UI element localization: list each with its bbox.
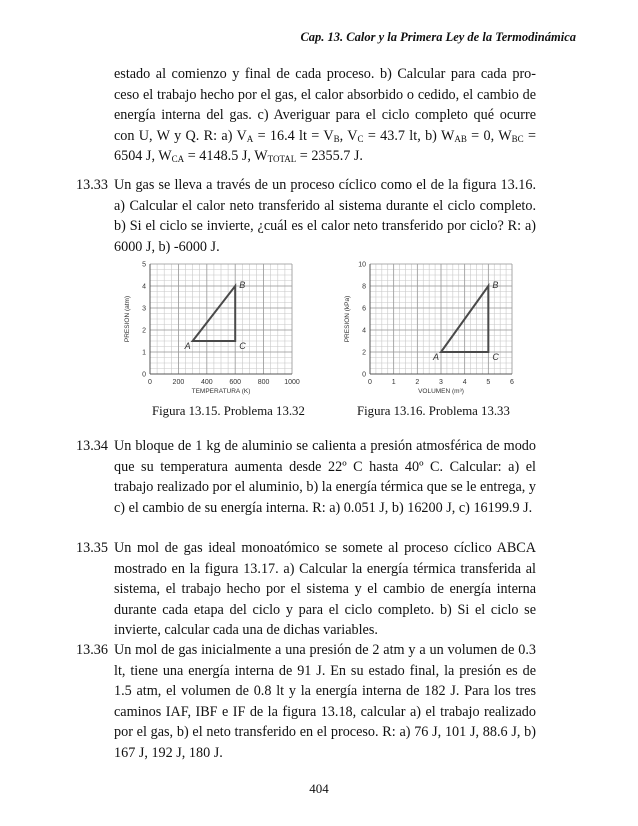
running-header: Cap. 13. Calor y la Primera Ley de la Termodinámica xyxy=(300,30,576,44)
continuation-line-4: ocurre con U, W y Q. R: a) $V_A = 16.4$ lt = $V_B$, $V_C = 43.7$ lt, b) $W_{AB}$ = xyxy=(114,107,536,144)
y-tick-label: 0 xyxy=(362,371,366,379)
x-tick-label: 5 xyxy=(486,379,491,386)
y-tick-label: 4 xyxy=(362,327,366,335)
problem-number: 13.34 xyxy=(76,438,108,454)
continuation-line-1: estado al comienzo y final de cada proceso. b) Calcular para cada pro- xyxy=(114,66,536,82)
x-tick-label: 800 xyxy=(257,379,270,386)
continuation-line-5: 0, $W_{BC} = 6504$ J, $W_{CA} = 4148.5$ J, $W_{TOTAL} = 2355.7$ J. xyxy=(114,127,536,164)
y-tick-label: 2 xyxy=(142,327,146,335)
x-tick-label: 1000 xyxy=(284,379,300,386)
y-tick-label: 4 xyxy=(142,283,146,291)
y-tick-label: 0 xyxy=(142,371,146,379)
continuation-paragraph xyxy=(114,64,536,167)
x-axis-label: TEMPERATURA (K) xyxy=(191,388,251,395)
x-tick-label: 0 xyxy=(148,379,152,386)
point-label: C xyxy=(239,341,246,351)
plot-svg xyxy=(334,256,534,396)
point-label: A xyxy=(433,352,440,362)
problem-number: 13.35 xyxy=(76,540,108,556)
x-tick-label: 6 xyxy=(510,379,514,386)
x-tick-label: 200 xyxy=(172,379,185,386)
figure-caption: Figura 13.16. Problema 13.33 xyxy=(357,404,510,418)
point-label: C xyxy=(492,352,499,362)
y-tick-label: 3 xyxy=(142,305,146,313)
problem-text: Un bloque de 1 kg de aluminio se calienta a presión atmosférica de modo que su temperatura aumenta desde 22º C hasta 40º C. Calcular: a) el trabajo realizado por el aluminio, b) la energía térmica que se le entrega, y c) el cambio de su energía interna. R: a) 0.051 J, b) 16200 J, c) 16199.9 J. xyxy=(114,438,536,516)
x-tick-label: 3 xyxy=(439,379,443,386)
y-tick-label: 2 xyxy=(362,349,366,357)
problem-number: 13.36 xyxy=(76,642,108,658)
point-label: B xyxy=(492,280,499,290)
y-tick-label: 5 xyxy=(142,261,146,269)
y-tick-label: 6 xyxy=(362,305,366,313)
continuation-line-3: de energía interna del gas. c) Averiguar para el ciclo completo qué xyxy=(114,86,537,123)
y-tick-label: 8 xyxy=(362,283,366,291)
x-tick-label: 2 xyxy=(415,379,420,386)
y-axis-label: PRESION (atm) xyxy=(124,295,131,343)
x-axis-label: VOLUMEN (m³) xyxy=(418,388,464,395)
figure-13-16 xyxy=(334,256,534,396)
figure-caption: Figura 13.15. Problema 13.32 xyxy=(152,404,305,418)
problem-text: Un mol de gas ideal monoatómico se somete al proceso cíclico ABCA mostrado en la figura 13.17. a) Calcular la energía térmica transferida al sistema, el trabajo hecho por el sistema y el cambio de energía interna durante cada etapa del ciclo y para el ciclo completo. b) Si el ciclo se invierte, calcular cada una de dichas variables. xyxy=(114,540,536,638)
y-tick-label: 10 xyxy=(358,261,366,269)
plot-svg xyxy=(114,256,314,396)
y-axis-label: PRESION (kPa) xyxy=(344,295,351,343)
problem-number: 13.33 xyxy=(76,177,108,193)
problem-text: Un gas se lleva a través de un proceso cíclico como el de la figura 13.16. a) Calcular el calor neto transferido al sistema durante el ciclo completo. b) Si el ciclo se invierte, ¿cuál es el calor neto transferido por ciclo? R: a) 6000 J, b) -6000 J. xyxy=(114,177,536,255)
x-tick-label: 1 xyxy=(391,379,396,386)
continuation-line-2: ceso el trabajo hecho por el gas, el calor absorbido o cedido, el cambio xyxy=(114,86,519,103)
x-tick-label: 600 xyxy=(229,379,242,386)
figure-13-15 xyxy=(114,256,314,396)
point-label: A xyxy=(184,341,191,351)
page-number: 404 xyxy=(309,781,329,796)
y-tick-label: 1 xyxy=(142,349,146,357)
x-tick-label: 0 xyxy=(368,379,372,386)
point-label: B xyxy=(239,280,246,290)
x-tick-label: 400 xyxy=(200,379,213,386)
x-tick-label: 4 xyxy=(462,379,467,386)
problem-text: Un mol de gas inicialmente a una presión de 2 atm y a un volumen de 0.3 lt, tiene una energía interna de 91 J. En su estado final, la presión es de 1.5 atm, el volumen de 0.8 lt y la energía interna de 182 J. Para los tres caminos IAF, IBF e IF de la figura 13.18, calcular a) el trabajo realizado por el gas, b) el neto transferido en el proceso. R: a) 76 J, 101 J, 88.6 J, b) 167 J, 192 J, 180 J. xyxy=(114,642,536,761)
